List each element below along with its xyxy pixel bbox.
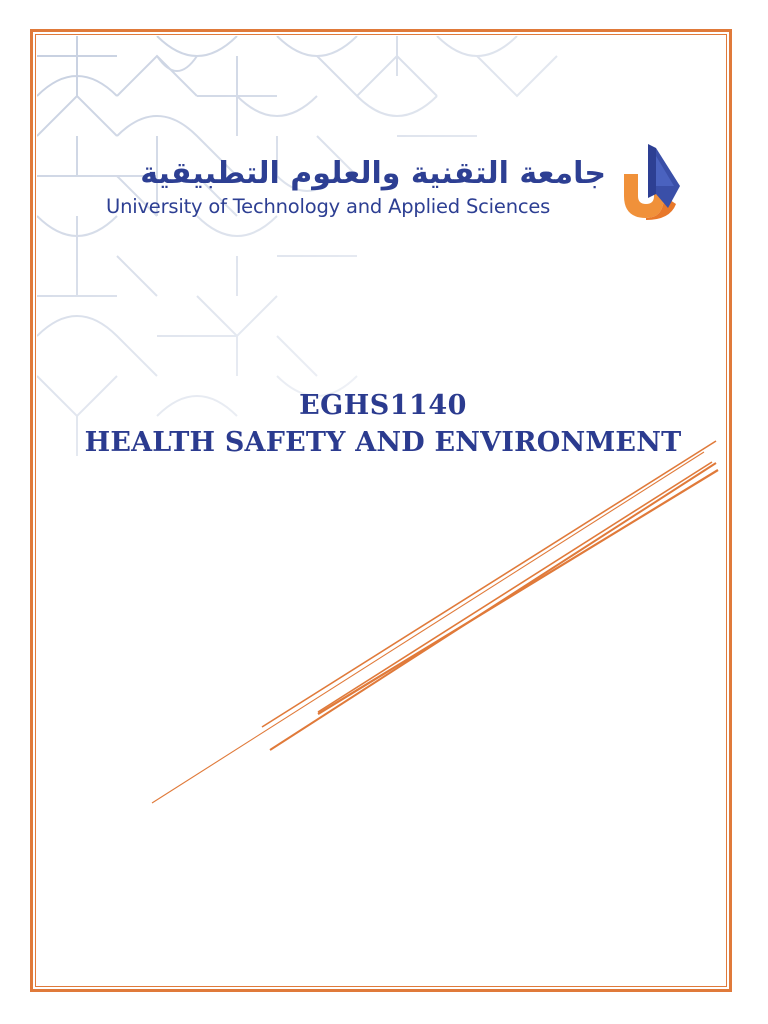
- course-code: EGHS1140: [299, 390, 467, 421]
- university-english-name: University of Technology and Applied Sciences: [106, 195, 551, 218]
- course-title: HEALTH SAFETY AND ENVIRONMENT: [84, 427, 682, 458]
- university-arabic-name: جامعة التقنية والعلوم التطبيقية: [140, 156, 606, 191]
